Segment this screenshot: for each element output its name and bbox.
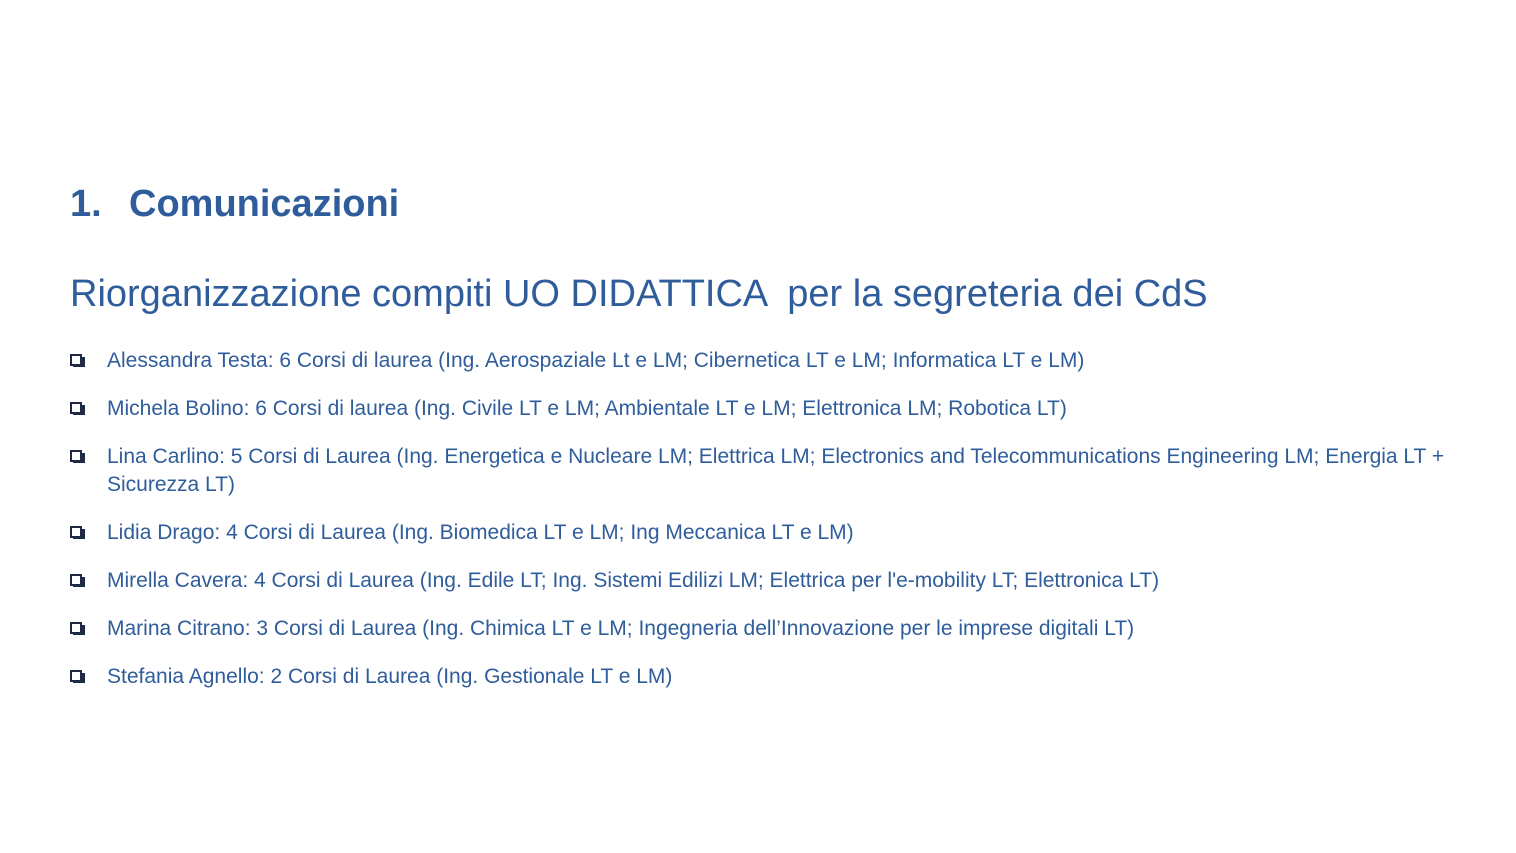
list-item-text: Lidia Drago: 4 Corsi di Laurea (Ing. Biomedica LT e LM; Ing Meccanica LT e LM) <box>107 521 854 544</box>
hollow-square-bullet-icon <box>70 347 107 375</box>
list-item <box>70 443 1450 499</box>
list-item-text: Marina Citrano: 3 Corsi di Laurea (Ing. Chimica LT e LM; Ingegneria dell’Innovazione per le imprese digitali LT) <box>107 617 1135 640</box>
section-title: Comunicazioni <box>129 183 400 225</box>
list-item <box>70 567 1450 595</box>
section-heading <box>70 183 399 226</box>
hollow-square-bullet-icon <box>70 567 107 595</box>
hollow-square-bullet-icon <box>70 395 107 423</box>
list-item-text: Stefania Agnello: 2 Corsi di Laurea (Ing. Gestionale LT e LM) <box>107 665 673 688</box>
assignment-list <box>70 347 1450 711</box>
list-item <box>70 347 1450 375</box>
hollow-square-bullet-icon <box>70 443 107 471</box>
hollow-square-bullet-icon <box>70 615 107 643</box>
list-item <box>70 615 1450 643</box>
list-item <box>70 519 1450 547</box>
list-item <box>70 663 1450 691</box>
slide-subtitle: Riorganizzazione compiti UO DIDATTICA per la segreteria dei CdS <box>70 273 1208 315</box>
list-item-text: Michela Bolino: 6 Corsi di laurea (Ing. Civile LT e LM; Ambientale LT e LM; Elettronica LM; Robotica LT) <box>107 397 1067 420</box>
list-item-text: Mirella Cavera: 4 Corsi di Laurea (Ing. Edile LT; Ing. Sistemi Edilizi LM; Elettrica per l'e-mobility LT; Elettronica LT) <box>107 569 1160 592</box>
list-item <box>70 395 1450 423</box>
section-number: 1. <box>70 183 102 225</box>
list-item-text: Lina Carlino: 5 Corsi di Laurea (Ing. Energetica e Nucleare LM; Elettrica LM; Electronics and Telecommunications Engineering LM; Energia LT + Sicurezza LT) <box>107 445 1445 496</box>
list-item-text: Alessandra Testa: 6 Corsi di laurea (Ing. Aerospaziale Lt e LM; Cibernetica LT e LM; Informatica LT e LM) <box>107 349 1085 372</box>
hollow-square-bullet-icon <box>70 519 107 547</box>
hollow-square-bullet-icon <box>70 663 107 691</box>
